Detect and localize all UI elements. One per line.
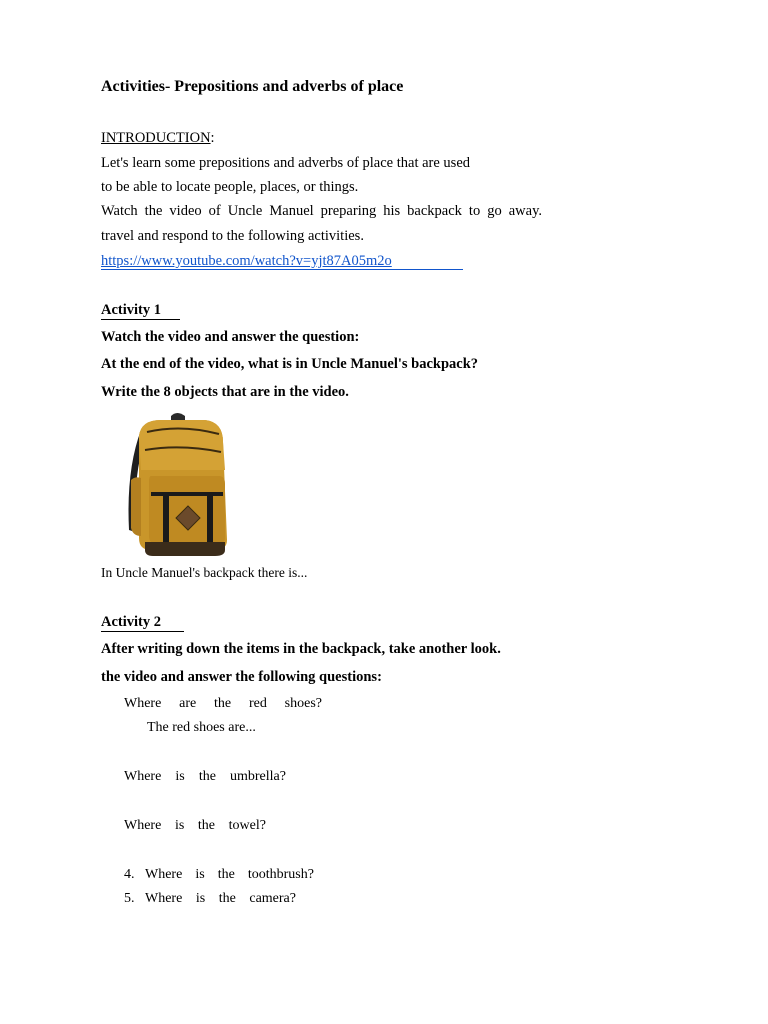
question-1-word: red [248,696,267,711]
answer-1-prompt: The red shoes are... [147,720,256,735]
question-4-word: is [195,867,205,882]
question-5-word: camera? [249,891,296,906]
question-1-word: are [179,696,197,711]
intro-line-2: to be able to locate people, places, or things. [101,179,359,195]
activity-2-line-2: the video and answer the following questions: [101,669,382,685]
question-5-number: 5. [124,891,135,906]
question-3-word: is [174,818,185,833]
question-2 [124,769,286,785]
question-3-word: Where [124,818,162,833]
question-5-word: the [218,891,236,906]
activity-1-line-1: Watch the video and answer the question: [101,329,360,345]
introduction-heading-row [101,130,215,147]
question-4-text [145,867,314,883]
question-2-word: umbrella? [230,769,286,784]
question-4-word: toothbrush? [247,867,314,882]
backpack-caption: In Uncle Manuel's backpack there is... [101,565,308,580]
activity-2-line-1: After writing down the items in the backpack, take another look. [101,641,501,657]
question-5-text [145,891,296,907]
youtube-link[interactable]: https://www.youtube.com/watch?v=yjt87A05m2o [101,253,392,269]
question-3-word: the [197,818,216,833]
question-1-word: Where [124,696,162,711]
document-title: Activities- Prepositions and adverbs of place [101,78,404,95]
activity-1-line-3: Write the 8 objects that are in the video. [101,384,349,400]
question-2-word: is [175,769,185,784]
question-2-word: the [198,769,216,784]
question-5 [124,891,296,907]
question-3-word: towel? [228,818,266,833]
activity-1-line-2: At the end of the video, what is in Uncle Manuel's backpack? [101,356,479,372]
backpack-image [101,410,253,558]
intro-line-4: travel and respond to the following activities. [101,228,364,244]
question-1-word: shoes? [284,696,322,711]
question-5-word: is [195,891,206,906]
question-4 [124,867,314,883]
question-4-word: the [217,867,235,882]
youtube-link-row [101,252,463,270]
question-3 [124,818,266,834]
question-5-word: Where [145,891,183,906]
introduction-heading: INTRODUCTION [101,130,211,146]
activity-2-heading: Activity 2 [101,614,184,632]
question-4-number: 4. [124,867,135,882]
question-1-word: the [214,696,232,711]
intro-line-3: Watch the video of Uncle Manuel preparing his backpack to go away. [101,203,542,219]
introduction-colon: : [210,130,215,146]
question-4-word: Where [145,867,183,882]
activity-1-heading: Activity 1 [101,302,180,320]
intro-line-1: Let's learn some prepositions and adverbs of place that are used [101,155,471,171]
question-1 [124,696,322,712]
question-2-word: Where [124,769,162,784]
